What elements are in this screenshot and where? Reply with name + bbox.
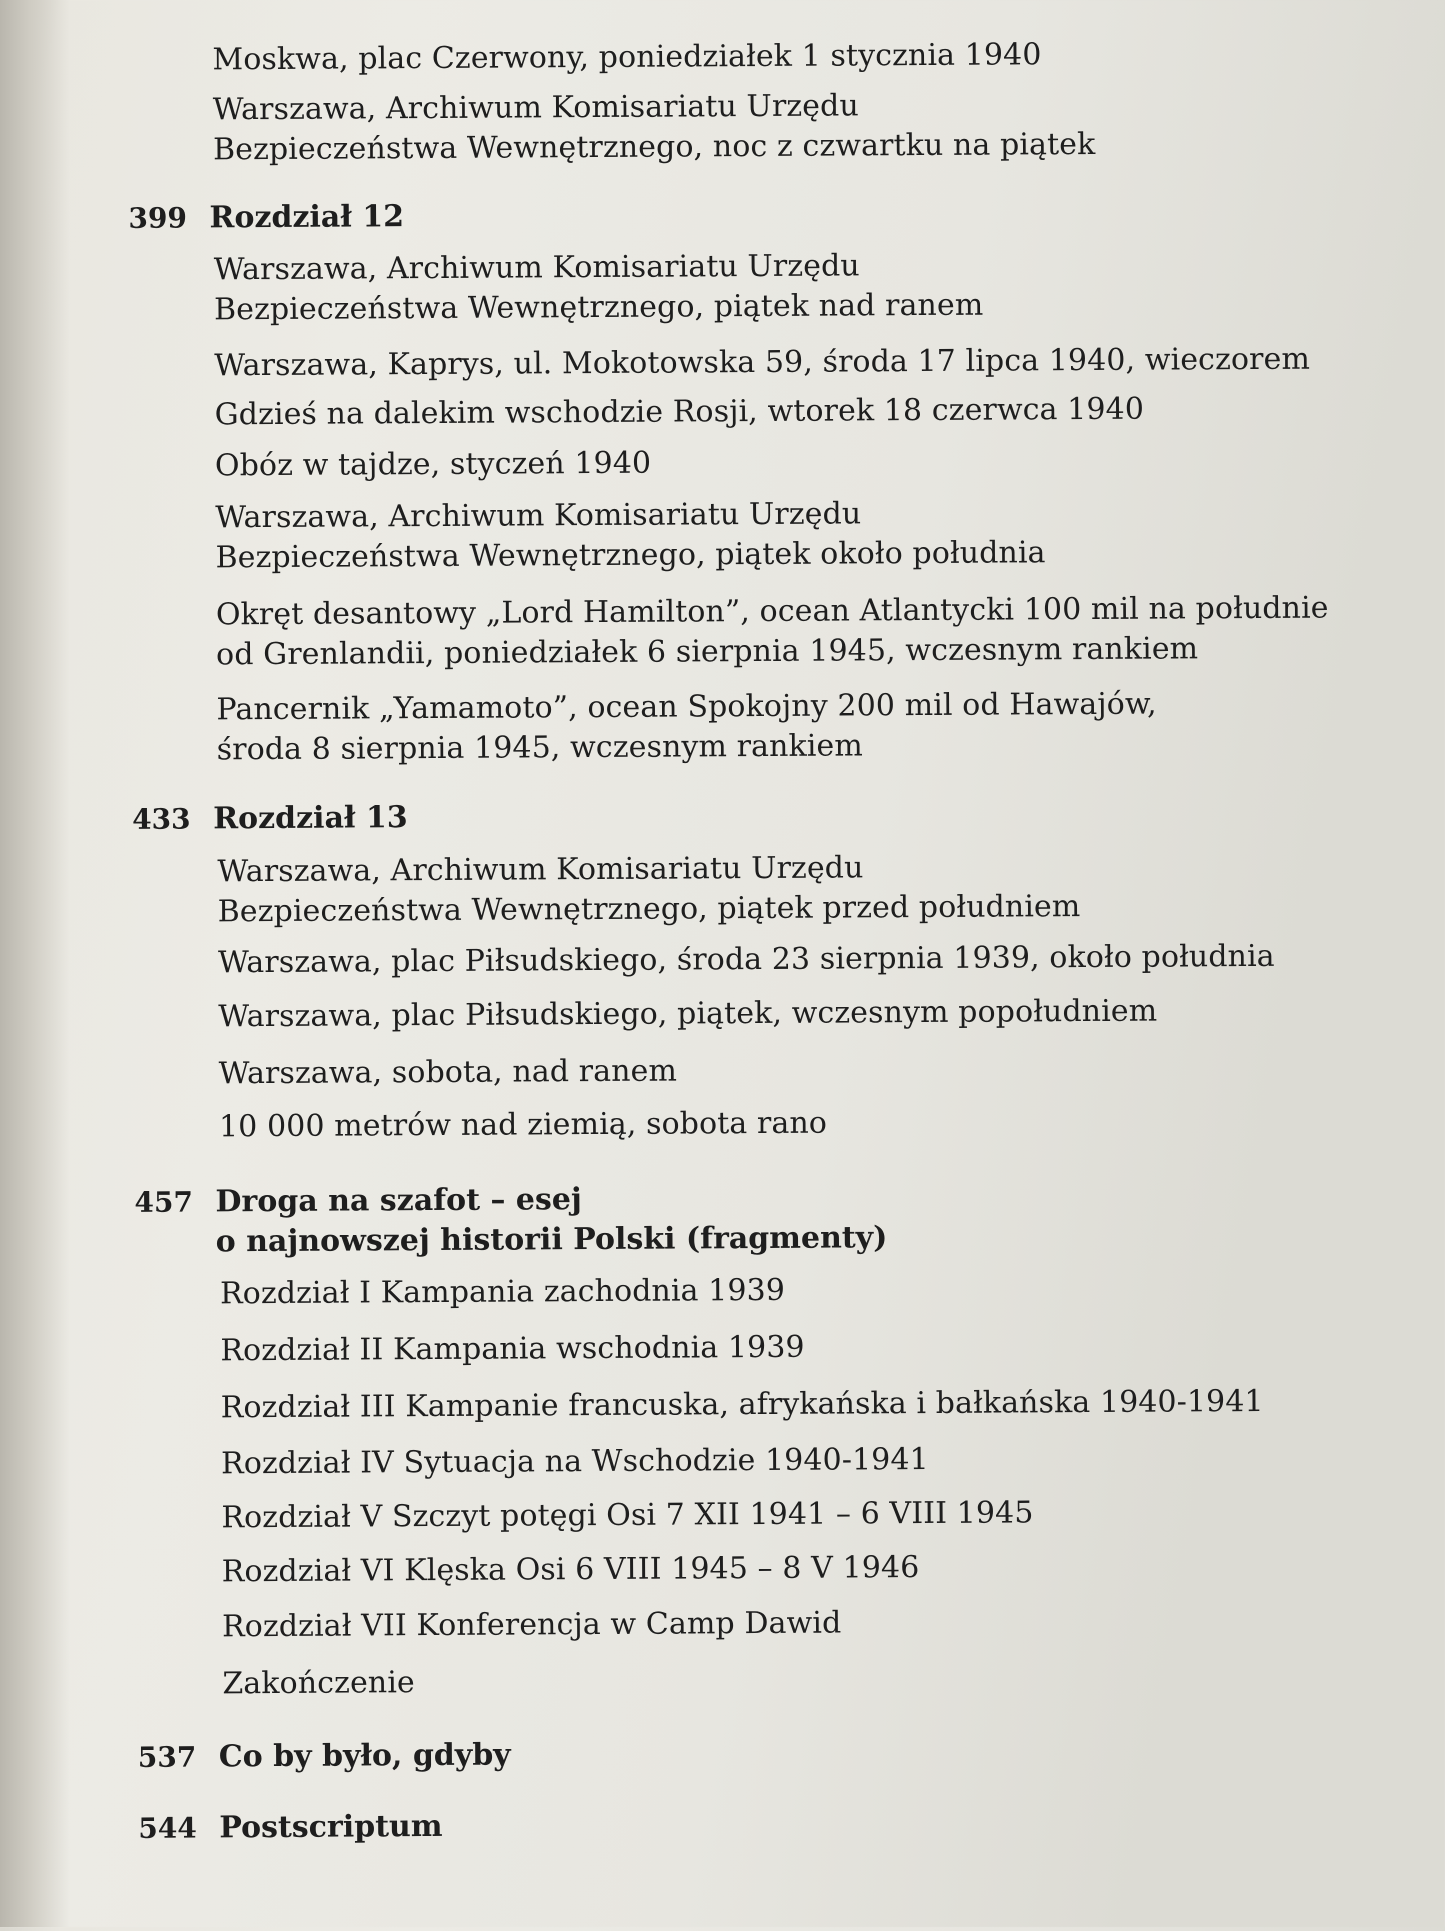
toc-subentry [220,1328,805,1372]
toc-subentry-line: Warszawa, Archiwum Komisariatu Urzędu [213,248,860,288]
chapter-title [215,1178,887,1262]
toc-subentry [212,35,1041,80]
toc-subentry [222,1604,841,1648]
toc-chapter-heading [5,1730,1405,1775]
toc-subentry-line: Moskwa, plac Czerwony, poniedziałek 1 stycznia 1940 [212,37,1042,78]
toc-subentry-line: Warszawa, Archiwum Komisariatu Urzędu [215,496,862,536]
toc-subentry-line: Warszawa, plac Piłsudskiego, piątek, wczesnym popołudniem [218,993,1158,1035]
toc-subentry [219,1052,678,1095]
toc-subentry-line: Warszawa, sobota, nad ranem [218,1053,678,1092]
toc-subentry [215,444,651,487]
toc-subentry [219,1104,827,1148]
page-number: 537 [137,1740,197,1774]
toc-subentry-line: Bezpieczeństwa Wewnętrznego, piątek przed południem [217,889,1081,930]
page-number: 544 [138,1811,197,1845]
toc-subentry [217,847,1080,932]
toc-chapter-heading [1,1175,1401,1260]
chapter-title: Rozdział 12 [209,199,405,236]
toc-subentry [218,992,1157,1038]
toc-chapter-heading [0,792,1399,837]
toc-subentry-line: Okręt desantowy „Lord Hamilton”, ocean Atlantycki 100 mil na południe [215,590,1329,633]
toc-chapter-heading [0,191,1395,236]
toc-subentry-line: Warszawa, Kaprys, ul. Mokotowska 59, środa 17 lipca 1940, wieczorem [214,341,1311,384]
toc-subentry-line: Rozdział VII Konferencja w Camp Dawid [221,1605,842,1645]
toc-subentry [216,685,1157,771]
toc-subentry-line: Rozdział IV Sytuacja na Wschodzie 1940-1941 [220,1442,929,1482]
toc-subentry-line: Warszawa, plac Piłsudskiego, środa 23 sierpnia 1939, około południa [217,938,1275,981]
toc-subentry-line: od Grenlandii, poniedziałek 6 sierpnia 1945, wczesnym rankiem [216,631,1199,673]
toc-subentry [221,1440,929,1484]
toc-subentry [221,1493,1033,1538]
toc-chapter-heading [5,1801,1405,1846]
toc-subentry [221,1382,1264,1428]
toc-subentry-line: Warszawa, Archiwum Komisariatu Urzędu [212,88,859,128]
chapter-title: Rozdział 13 [213,800,408,837]
chapter-title-line: o najnowszej historii Polski (fragmenty) [215,1220,888,1260]
toc-subentry-line: 10 000 metrów nad ziemią, sobota rano [218,1105,828,1145]
toc-subentry-line: Obóz w tajdze, styczeń 1940 [214,445,652,484]
toc-subentry [214,340,1310,387]
toc-subentry [215,390,1145,436]
toc-subentry [215,493,1046,578]
chapter-title-line: Droga na szafot – esej [215,1182,582,1220]
chapter-title: Postscriptum [219,1808,443,1846]
toc-subentry-line: Bezpieczeństwa Wewnętrznego, piątek około południa [215,535,1046,576]
toc-subentry-line: Rozdział II Kampania wschodnia 1939 [220,1329,805,1369]
toc-subentry [220,1271,785,1314]
toc-subentry-line: Bezpieczeństwa Wewnętrznego, noc z czwartku na piątek [212,126,1096,168]
toc-subentry-line: Rozdział V Szczyt potęgi Osi 7 XII 1941 – 6 VIII 1945 [221,1495,1034,1536]
toc-subentry [218,937,1275,983]
toc-subentry-line: Zakończenie [222,1665,415,1702]
toc-subentry [216,589,1329,676]
toc-subentry-line: środa 8 sierpnia 1945, wczesnym rankiem [216,728,864,768]
page-number: 457 [134,1185,194,1219]
page-number: 433 [132,802,191,836]
toc-subentry-line: Bezpieczeństwa Wewnętrznego, piątek nad ranem [213,287,984,328]
toc-subentry-line: Warszawa, Archiwum Komisariatu Urzędu [217,850,864,890]
toc-subentry-line: Pancernik „Yamamoto”, ocean Spokojny 200 mil od Hawajów, [216,686,1157,728]
toc-subentry [222,1548,920,1592]
toc-subentry-line: Rozdział III Kampanie francuska, afrykańska i bałkańska 1940-1941 [220,1383,1264,1426]
toc-subentry [214,246,984,331]
toc-subentry-line: Rozdział VI Klęska Osi 6 VIII 1945 – 8 V 1946 [221,1550,920,1590]
page-number: 399 [128,201,188,235]
toc-subentry [213,85,1096,170]
chapter-title: Co by było, gdyby [218,1737,511,1775]
toc-subentry-line: Gdzieś na dalekim wschodzie Rosji, wtorek 18 czerwca 1940 [214,391,1145,433]
toc-subentry-line: Rozdział I Kampania zachodnia 1939 [219,1272,786,1312]
toc-subentry [222,1663,415,1704]
